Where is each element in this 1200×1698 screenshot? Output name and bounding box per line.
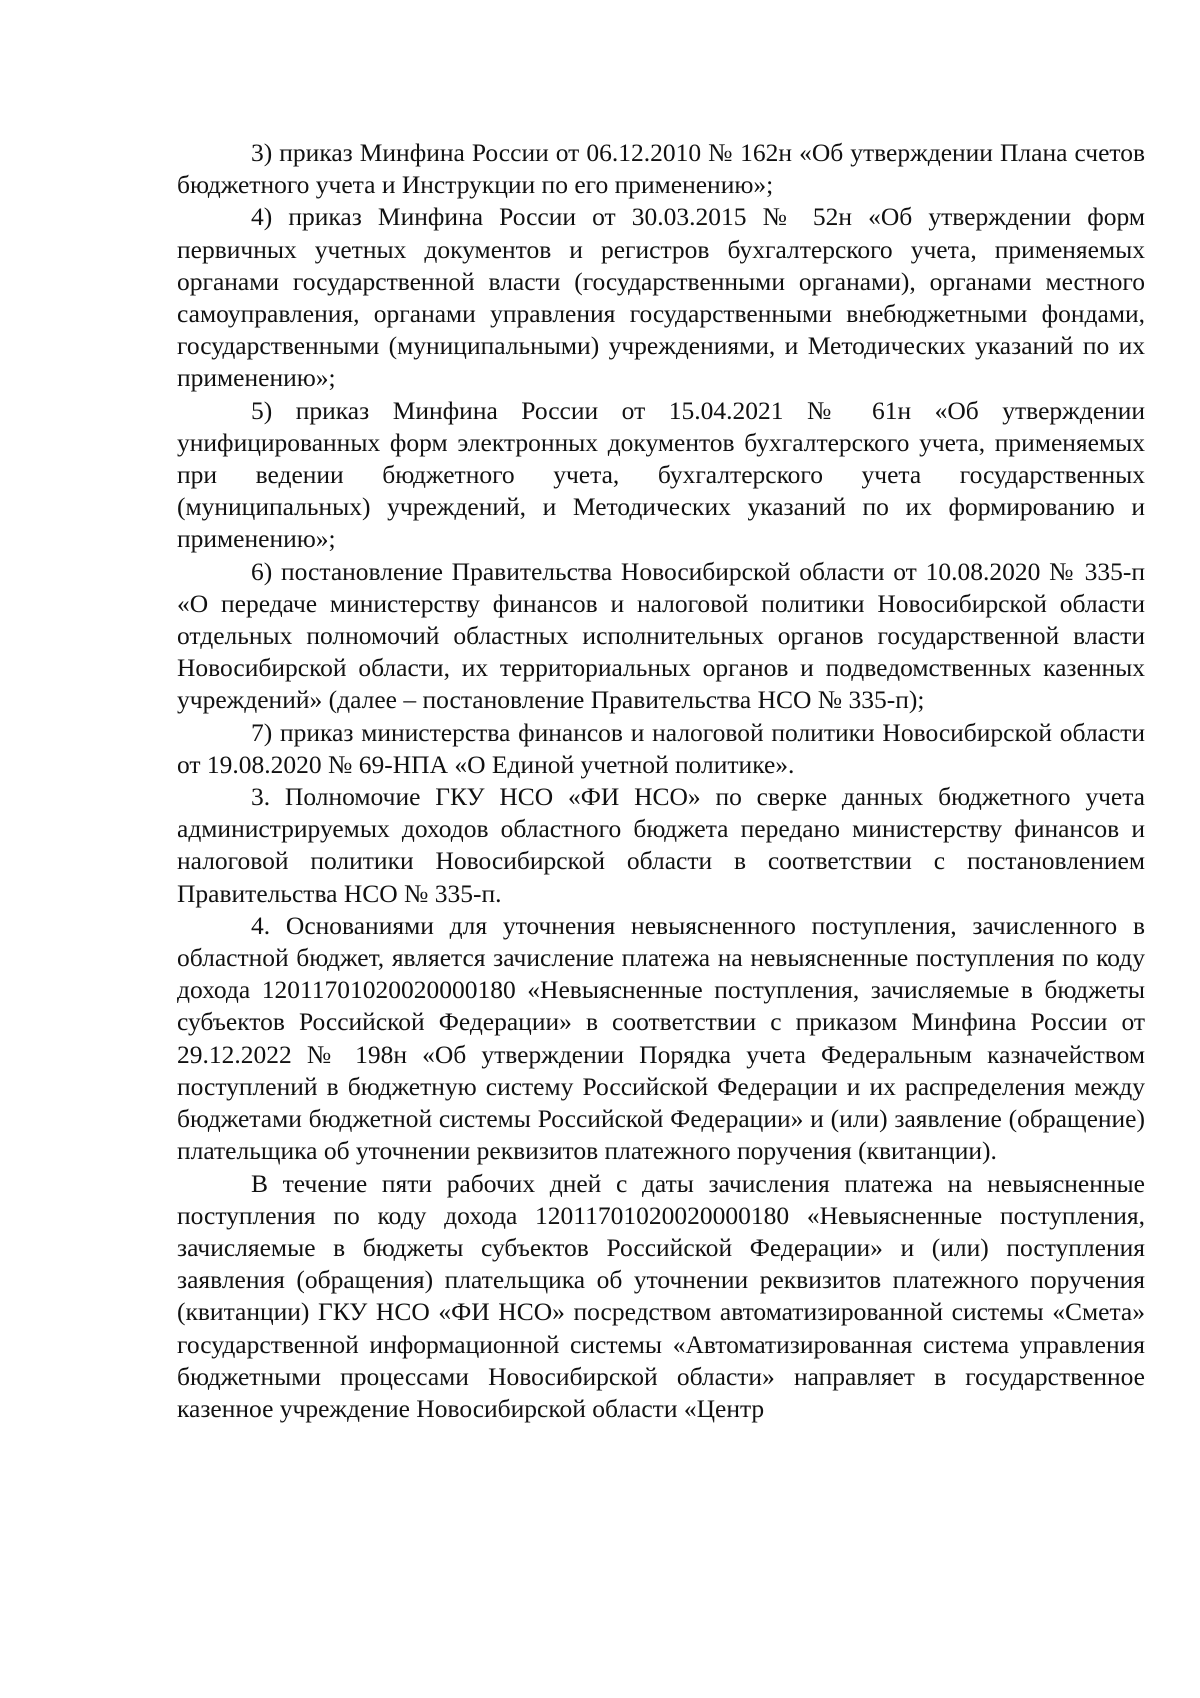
paragraph-item-5: 5) приказ Минфина России от 15.04.2021 № 61н «Об утверждении унифицированных форм электронных документов бухгалтерского учета, применяемых при ведении бюджетного учета, бухгалтерского учета государственных (муниципальных) учреждений, и Методических указаний по их формированию и применению»; [177, 395, 1145, 554]
paragraph-item-3: 3) приказ Минфина России от 06.12.2010 № 162н «Об утверждении Плана счетов бюджетного учета и Инструкции по его применению»; [177, 138, 1145, 200]
paragraph-item-6: 6) постановление Правительства Новосибирской области от 10.08.2020 № 335-п «О передаче министерству финансов и налоговой политики Новосибирской области отдельных полномочий областных исполнительных органов государственной власти Новосибирской области, их территориальных органов и подведомственных казенных учреждений» (далее – постановление Правительства НСО № 335-п); [177, 556, 1145, 715]
paragraph-section-4: 4. Основаниями для уточнения невыясненного поступления, зачисленного в областной бюджет, является зачисление платежа на невыясненные поступления по коду дохода 12011701020020000180 «Невыясненные поступления, зачисляемые в бюджеты субъектов Российской Федерации» в соответствии с приказом Минфина России от 29.12.2022 № 198н «Об утверждении Порядка учета Федеральным казначейством поступлений в бюджетную систему Российской Федерации и их распределения между бюджетами бюджетной системы Российской Федерации» и (или) заявление (обращение) плательщика об уточнении реквизитов платежного поручения (квитанции). [177, 910, 1145, 1166]
paragraph-section-4-continued: В течение пяти рабочих дней с даты зачисления платежа на невыясненные поступления по коду дохода 12011701020020000180 «Невыясненные поступления, зачисляемые в бюджеты субъектов Российской Федерации» и (или) поступления заявления (обращения) плательщика об уточнении реквизитов платежного поручения (квитанции) ГКУ НСО «ФИ НСО» посредством автоматизированной системы «Смета» государственной информационной системы «Автоматизированная система управления бюджетными процессами Новосибирской области» направляет в государственное казенное учреждение Новосибирской области «Центр [177, 1168, 1145, 1423]
paragraph-section-3: 3. Полномочие ГКУ НСО «ФИ НСО» по сверке данных бюджетного учета администрируемых доходов областного бюджета передано министерству финансов и налоговой политики Новосибирской области в соответствии с постановлением Правительства НСО № 335-п. [177, 782, 1145, 908]
document-body [177, 137, 1145, 1425]
paragraph-item-4: 4) приказ Минфина России от 30.03.2015 № 52н «Об утверждении форм первичных учетных документов и регистров бухгалтерского учета, применяемых органами государственной власти (государственными органами), органами местного самоуправления, органами управления государственными внебюджетными фондами, государственными (муниципальными) учреждениями, и Методических указаний по их применению»; [177, 202, 1145, 393]
paragraph-item-7: 7) приказ министерства финансов и налоговой политики Новосибирской области от 19.08.2020 № 69-НПА «О Единой учетной политике». [177, 717, 1145, 779]
